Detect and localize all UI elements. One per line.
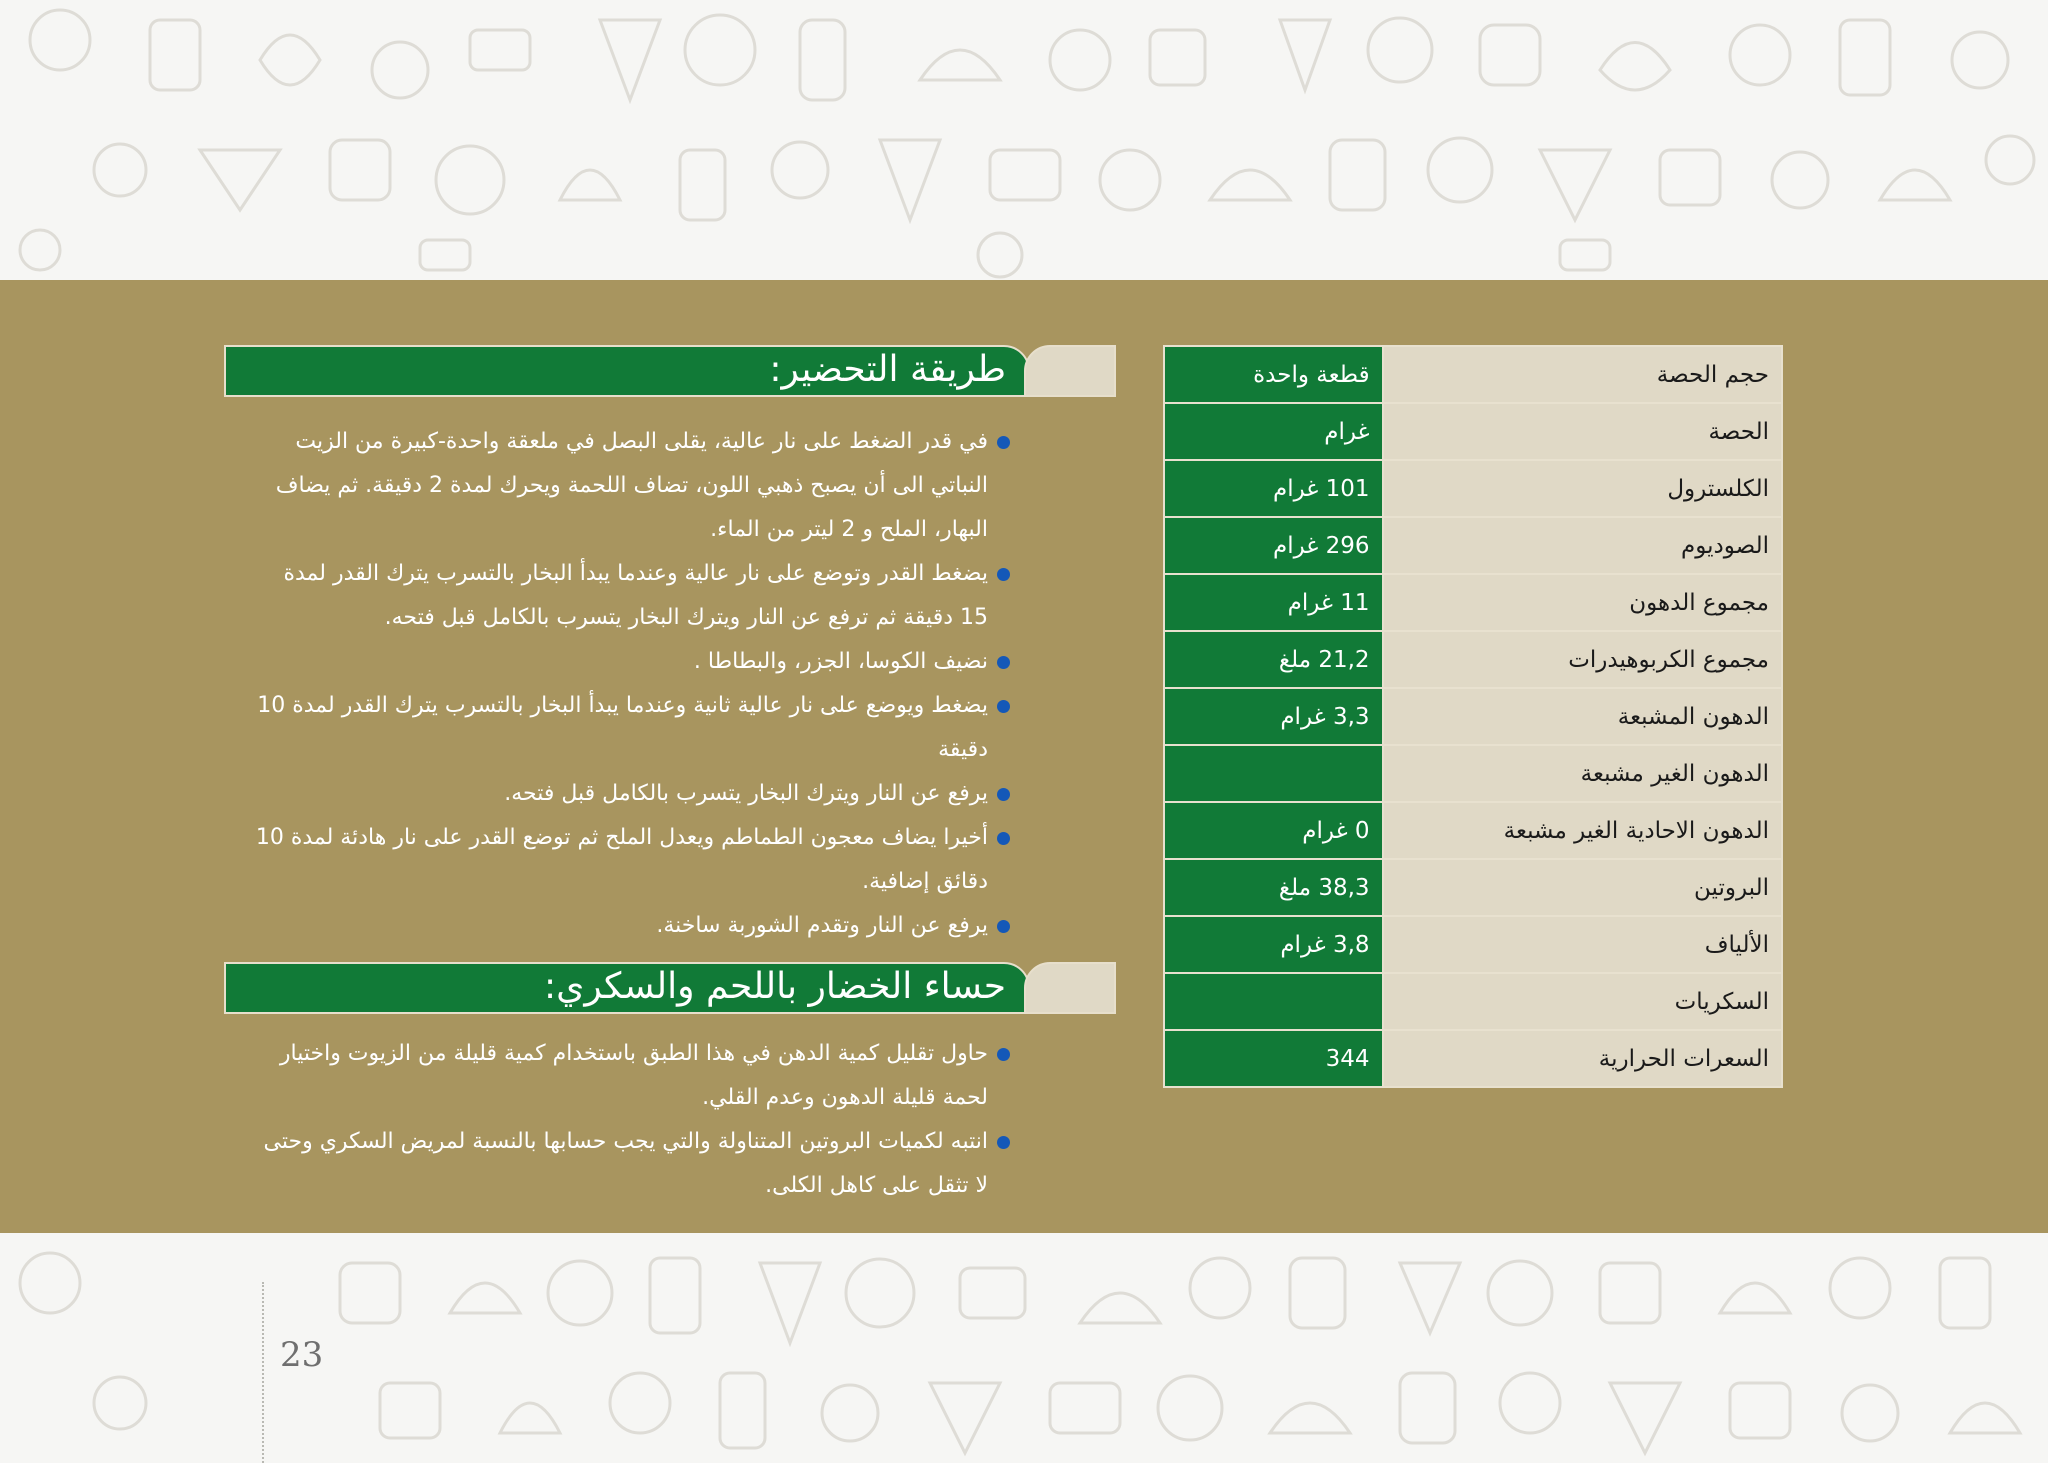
diabetes-tips-header: [224, 962, 1116, 1018]
table-row: الحصة غرام: [1164, 403, 1782, 460]
table-row: الصوديوم 296 غرام: [1164, 517, 1782, 574]
page-divider-line: [262, 1282, 264, 1463]
list-item: يضغط ويوضع على نار عالية ثانية وعندما يبدأ البخار بالتسرب يترك القدر لمدة 10 دقيقة: [250, 684, 1010, 772]
list-item: في قدر الضغط على نار عالية، يقلى البصل في ملعقة واحدة-كبيرة من الزيت النباتي الى أن يصبح ذهبي اللون، تضاف اللحمة ويحرك لمدة 2 دقيقة. ثم يضاف البهار، الملح و 2 ليتر من الماء.: [250, 420, 1010, 552]
bullet-icon: [997, 568, 1010, 581]
list-item: يرفع عن النار ويترك البخار يتسرب بالكامل قبل فتحه.: [250, 772, 1010, 816]
list-item: يرفع عن النار وتقدم الشوربة ساخنة.: [250, 904, 1010, 948]
preparation-title: طريقة التحضير:: [769, 349, 1006, 390]
bullet-icon: [997, 832, 1010, 845]
table-row: الدهون المشبعة 3,3 غرام: [1164, 688, 1782, 745]
preparation-steps: [250, 420, 1010, 948]
header-tab: [1024, 345, 1116, 397]
page-number: 23: [280, 1335, 324, 1375]
table-row: البروتين 38,3 ملغ: [1164, 859, 1782, 916]
table-row: السعرات الحرارية 344: [1164, 1030, 1782, 1087]
table-row: الدهون الاحادية الغير مشبعة 0 غرام: [1164, 802, 1782, 859]
list-item: انتبه لكميات البروتين المتناولة والتي يجب حسابها بالنسبة لمريض السكري وحتى لا تثقل على كاهل الكلى.: [250, 1120, 1010, 1208]
bullet-icon: [997, 920, 1010, 933]
bullet-icon: [997, 700, 1010, 713]
table-row: الألياف 3,8 غرام: [1164, 916, 1782, 973]
bullet-icon: [997, 436, 1010, 449]
table-row: مجموع الكربوهيدرات 21,2 ملغ: [1164, 631, 1782, 688]
list-item: يضغط القدر وتوضع على نار عالية وعندما يبدأ البخار بالتسرب يترك القدر لمدة 15 دقيقة ثم ترفع عن النار ويترك البخار يتسرب بالكامل قبل فتحه.: [250, 552, 1010, 640]
table-row: مجموع الدهون 11 غرام: [1164, 574, 1782, 631]
table-row: الدهون الغير مشبعة: [1164, 745, 1782, 802]
bullet-icon: [997, 1136, 1010, 1149]
list-item: حاول تقليل كمية الدهن في هذا الطبق باستخدام كمية قليلة من الزيوت واختيار لحمة قليلة الدهون وعدم القلي.: [250, 1032, 1010, 1120]
table-row: الكلسترول 101 غرام: [1164, 460, 1782, 517]
diabetes-tips: [250, 1032, 1010, 1208]
list-item: نضيف الكوسا، الجزر، والبطاطا .: [250, 640, 1010, 684]
food-doodle-pattern-top: [0, 0, 2048, 280]
list-item: أخيرا يضاف معجون الطماطم ويعدل الملح ثم توضع القدر على نار هادئة لمدة 10 دقائق إضافية.: [250, 816, 1010, 904]
header-tab: [1024, 962, 1116, 1014]
bullet-icon: [997, 788, 1010, 801]
table-row: حجم الحصة قطعة واحدة: [1164, 346, 1782, 403]
nutrition-table: [1163, 345, 1783, 1088]
diabetes-tips-title: حساء الخضار باللحم والسكري:: [544, 966, 1006, 1007]
bullet-icon: [997, 656, 1010, 669]
preparation-header: [224, 345, 1116, 401]
bullet-icon: [997, 1048, 1010, 1061]
table-row: السكريات: [1164, 973, 1782, 1030]
